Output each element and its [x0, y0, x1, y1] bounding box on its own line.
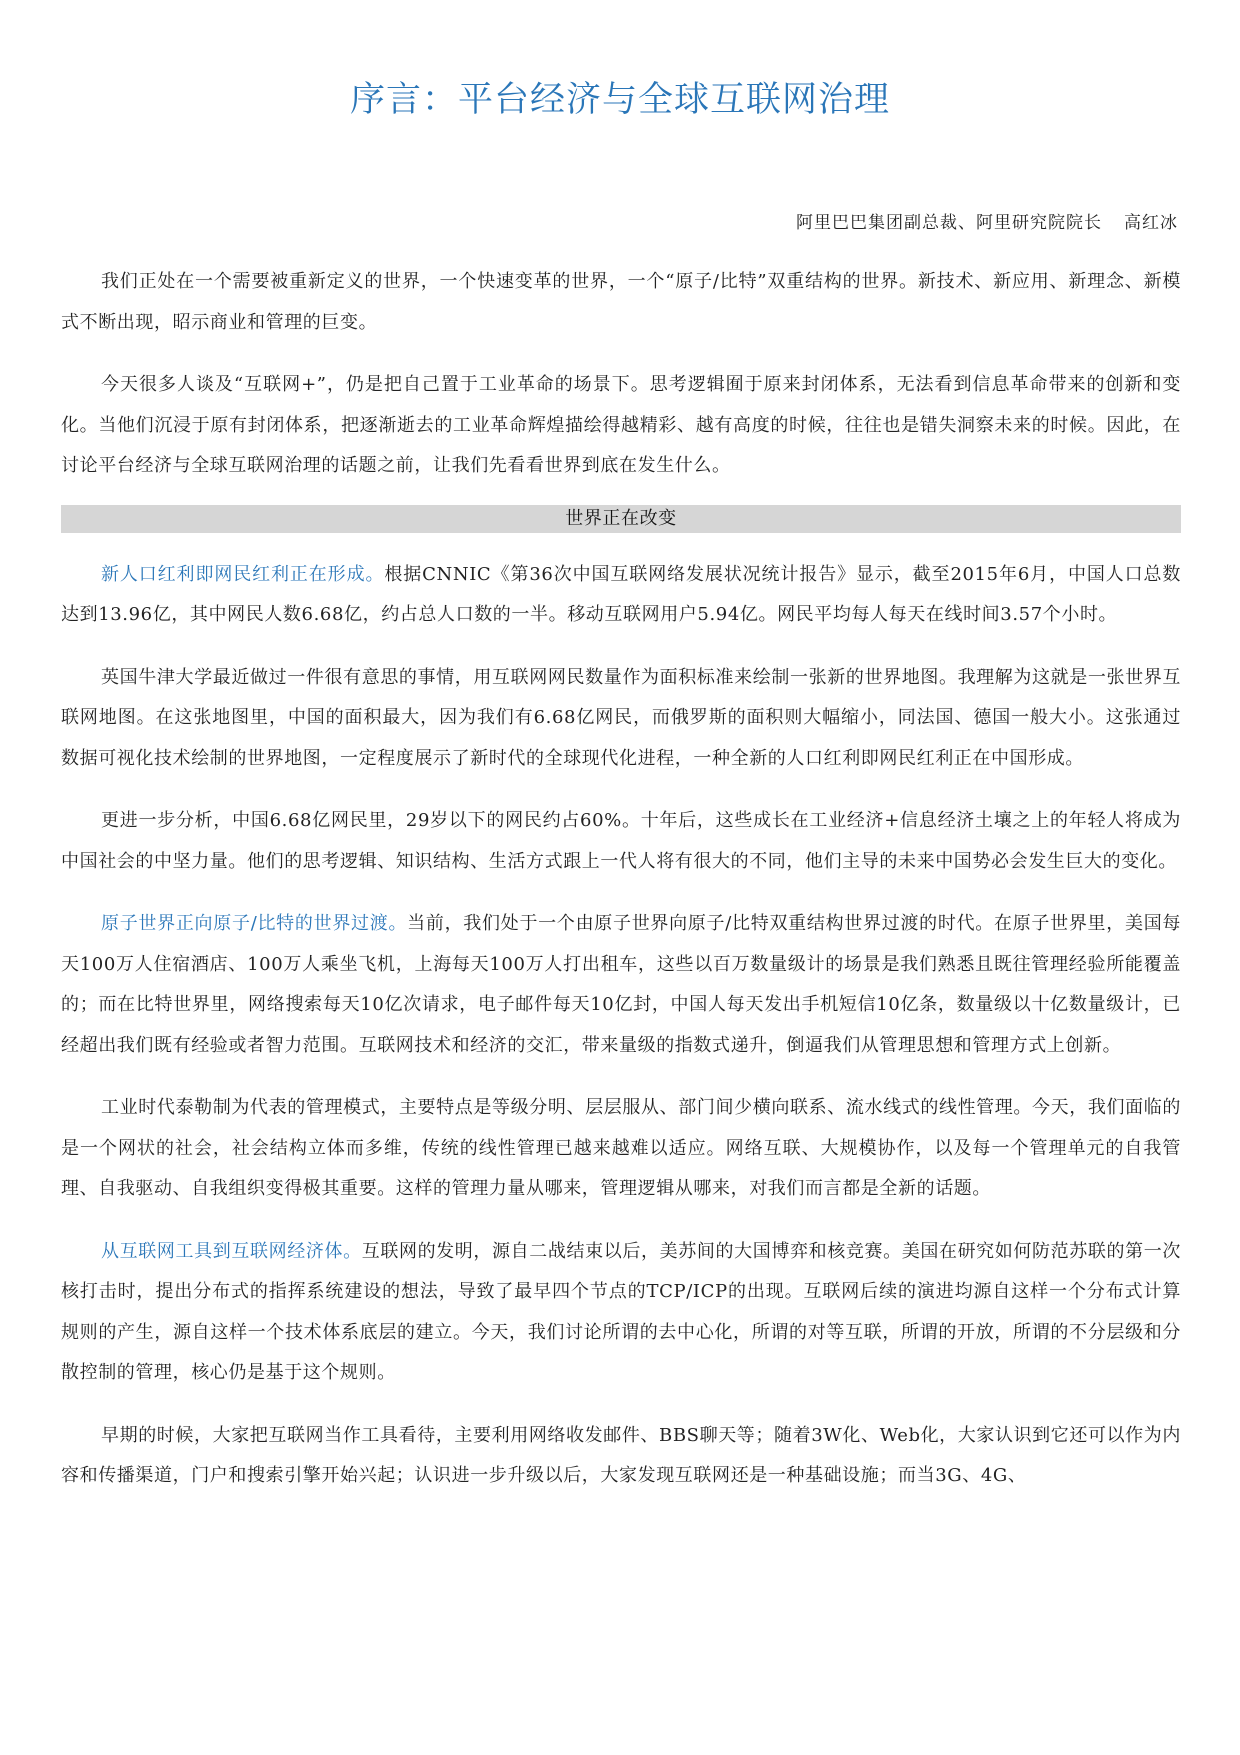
author-name: 高红冰: [1124, 213, 1178, 233]
paragraph-text: 工业时代泰勒制为代表的管理模式，主要特点是等级分明、层层服从、部门间少横向联系、流水线式的线性管理。今天，我们面临的是一个网状的社会，社会结构立体而多维，传统的线性管理已越来越难以适应。网络互联、大规模协作，以及每一个管理单元的自我管理、自我驱动、自我组织变得极其重要。这样的管理力量从哪来，管理逻辑从哪来，对我们而言都是全新的话题。: [61, 1097, 1181, 1199]
body-paragraph: [61, 1416, 1181, 1497]
paragraph-lead: 原子世界正向原子/比特的世界过渡。: [101, 913, 408, 934]
intro-paragraph: 我们正处在一个需要被重新定义的世界，一个快速变革的世界，一个“原子/比特”双重结构的世界。新技术、新应用、新理念、新模式不断出现，昭示商业和管理的巨变。: [61, 271, 1181, 333]
intro-paragraph: 今天很多人谈及“互联网+”，仍是把自己置于工业革命的场景下。思考逻辑囿于原来封闭体系，无法看到信息革命带来的创新和变化。当他们沉浸于原有封闭体系，把逐渐逝去的工业革命辉煌描绘得越精彩、越有高度的时候，往往也是错失洞察未来的时候。因此，在讨论平台经济与全球互联网治理的话题之前，让我们先看看世界到底在发生什么。: [61, 374, 1181, 476]
body-paragraph: [61, 1232, 1181, 1394]
body-paragraph: [61, 658, 1181, 780]
article-body: [61, 262, 1181, 1519]
section-heading: 世界正在改变: [61, 505, 1181, 533]
body-paragraph: [61, 904, 1181, 1066]
paragraph-text: 当前，我们处于一个由原子世界向原子/比特双重结构世界过渡的时代。在原子世界里，美国每天100万人住宿酒店、100万人乘坐飞机，上海每天100万人打出租车，这些以百万数量级计的场景是我们熟悉且既往管理经验所能覆盖的；而在比特世界里，网络搜索每天10亿次请求，电子邮件每天10亿封，中国人每天发出手机短信10亿条，数量级以十亿数量级计，已经超出我们既有经验或者智力范围。互联网技术和经济的交汇，带来量级的指数式递升，倒逼我们从管理思想和管理方式上创新。: [61, 913, 1182, 1056]
paragraph-text: 更进一步分析，中国6.68亿网民里，29岁以下的网民约占60%。十年后，这些成长在工业经济+信息经济土壤之上的年轻人将成为中国社会的中坚力量。他们的思考逻辑、知识结构、生活方式跟上一代人将有很大的不同，他们主导的未来中国势必会发生巨大的变化。: [61, 810, 1181, 872]
body-paragraph: [61, 1088, 1181, 1210]
paragraph-text: 互联网的发明，源自二战结束以后，美苏间的大国博弈和核竞赛。美国在研究如何防范苏联的第一次核打击时，提出分布式的指挥系统建设的想法，导致了最早四个节点的TCP/ICP的出现。互联网后续的演进均源自这样一个分布式计算规则的产生，源自这样一个技术体系底层的建立。今天，我们讨论所谓的去中心化，所谓的对等互联，所谓的开放，所谓的不分层级和分散控制的管理，核心仍是基于这个规则。: [61, 1240, 1181, 1383]
paragraph-lead: 从互联网工具到互联网经济体。: [101, 1240, 362, 1262]
paragraph-text: 根据CNNIC《第36次中国互联网络发展状况统计报告》显示，截至2015年6月，中国人口总数达到13.96亿，其中网民人数6.68亿，约占总人口数的一半。移动互联网用户5.94亿。网民平均每人每天在线时间3.57个小时。: [61, 563, 1182, 625]
body-paragraph: [61, 555, 1181, 636]
paragraph-text: 早期的时候，大家把互联网当作工具看待，主要利用网络收发邮件、BBS聊天等；随着3W化、Web化，大家认识到它还可以作为内容和传播渠道，门户和搜索引擎开始兴起；认识进一步升级以后，大家发现互联网还是一种基础设施；而当3G、4G、: [61, 1424, 1181, 1486]
author-line: [796, 208, 1178, 233]
paragraph-text: 英国牛津大学最近做过一件很有意思的事情，用互联网网民数量作为面积标准来绘制一张新的世界地图。我理解为这就是一张世界互联网地图。在这张地图里，中国的面积最大，因为我们有6.68亿网民，而俄罗斯的面积则大幅缩小，同法国、德国一般大小。这张通过数据可视化技术绘制的世界地图，一定程度展示了新时代的全球现代化进程，一种全新的人口红利即网民红利正在中国形成。: [61, 666, 1181, 769]
author-affiliation: 阿里巴巴集团副总裁、阿里研究院院长: [796, 213, 1102, 233]
paragraph-lead: 新人口红利即网民红利正在形成。: [101, 563, 385, 585]
page-title: 序言：平台经济与全球互联网治理: [349, 80, 890, 120]
body-paragraph: [61, 801, 1181, 882]
